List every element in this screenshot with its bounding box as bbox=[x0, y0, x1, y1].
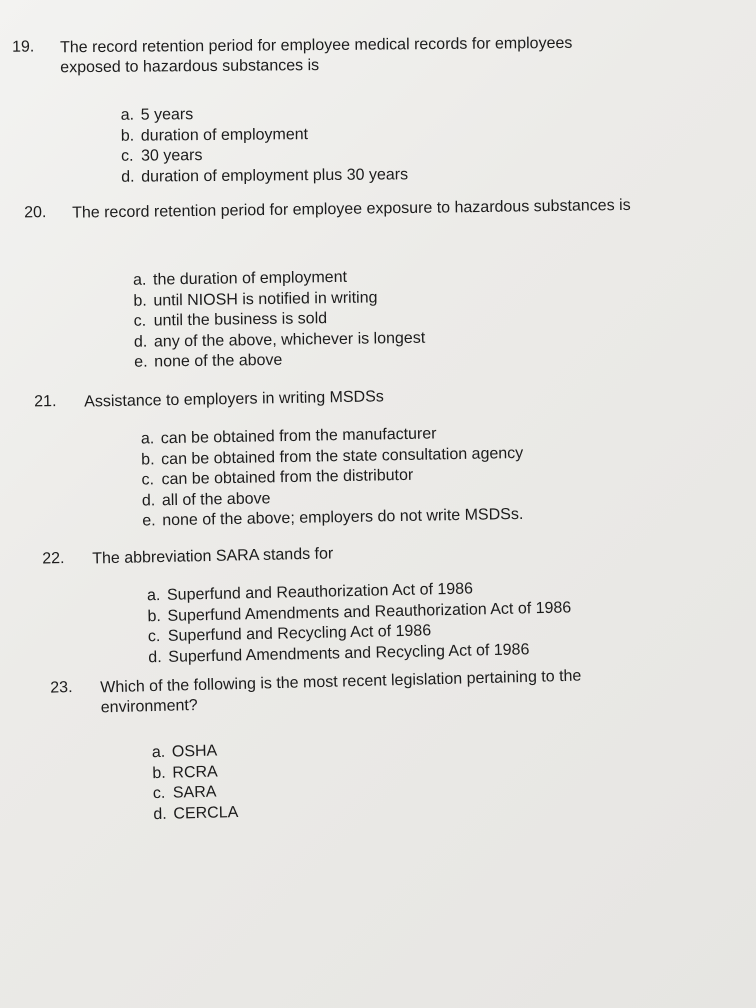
option-text: until the business is sold bbox=[153, 310, 328, 330]
option-text: duration of employment bbox=[140, 125, 309, 145]
option-text: until NIOSH is notified in writing bbox=[153, 288, 378, 310]
option-letter: b. bbox=[147, 607, 161, 625]
option-list bbox=[147, 577, 572, 668]
option-letter: b. bbox=[133, 292, 147, 310]
option-text: any of the above, whichever is longest bbox=[153, 329, 426, 351]
option-letter: c. bbox=[147, 628, 161, 646]
question-number: 21. bbox=[34, 393, 57, 411]
option-letter: c. bbox=[141, 471, 155, 489]
option-text: RCRA bbox=[172, 763, 218, 782]
option-letter: c. bbox=[133, 312, 147, 330]
option-letter: d. bbox=[153, 805, 167, 823]
option-a bbox=[152, 741, 237, 764]
option-b bbox=[152, 762, 237, 785]
option-letter: b. bbox=[120, 127, 135, 145]
option-letter: a. bbox=[132, 271, 147, 289]
question-21 bbox=[34, 383, 654, 530]
option-text: all of the above bbox=[161, 489, 271, 509]
option-text: SARA bbox=[172, 783, 217, 802]
option-e bbox=[134, 349, 426, 374]
option-letter: d. bbox=[133, 333, 148, 351]
option-text: can be obtained from the manufacturer bbox=[160, 425, 437, 448]
option-letter: e. bbox=[142, 512, 156, 530]
option-letter: a. bbox=[146, 587, 161, 605]
option-text: Superfund and Recycling Act of 1986 bbox=[167, 622, 432, 645]
option-text: the duration of employment bbox=[152, 268, 348, 289]
option-text: Superfund Amendments and Reauthorization Act of 1986 bbox=[167, 598, 572, 625]
option-letter: b. bbox=[141, 450, 155, 469]
option-text: OSHA bbox=[171, 742, 218, 761]
option-text: none of the above; employers do not write MSDSs. bbox=[162, 505, 524, 530]
question-text: The abbreviation SARA stands for bbox=[92, 545, 334, 568]
option-letter: c. bbox=[152, 784, 166, 803]
question-text: The record retention period for employee medical records for employees exposed to hazardous substances is bbox=[60, 34, 573, 77]
option-text: 30 years bbox=[140, 147, 203, 165]
option-text: none of the above bbox=[154, 351, 283, 371]
option-letter: e. bbox=[134, 353, 148, 371]
question-text: Which of the following is the most recent legislation pertaining to the environment? bbox=[100, 667, 582, 717]
question-number: 22. bbox=[42, 550, 65, 568]
option-text: can be obtained from the state consultation agency bbox=[161, 444, 524, 468]
option-letter: d. bbox=[141, 491, 156, 510]
option-b bbox=[121, 124, 408, 147]
option-letter: a. bbox=[120, 106, 135, 124]
question-23 bbox=[50, 664, 670, 823]
question-text: The record retention period for employee exposure to hazardous substances is bbox=[72, 196, 631, 222]
option-a bbox=[121, 103, 408, 126]
question-19 bbox=[12, 33, 632, 186]
option-letter: b. bbox=[152, 764, 166, 782]
option-list bbox=[152, 741, 239, 825]
option-d bbox=[134, 328, 426, 353]
option-text: Superfund Amendments and Recycling Act of 1986 bbox=[168, 640, 530, 666]
option-list bbox=[121, 103, 409, 187]
question-20 bbox=[24, 196, 644, 371]
option-text: can be obtained from the distributor bbox=[161, 466, 414, 489]
option-c bbox=[121, 144, 408, 167]
question-number: 19. bbox=[12, 38, 35, 56]
option-text: duration of employment plus 30 years bbox=[141, 165, 409, 186]
question-number: 20. bbox=[24, 204, 47, 222]
option-d bbox=[121, 165, 408, 188]
option-text: CERCLA bbox=[173, 803, 239, 823]
question-text: Assistance to employers in writing MSDSs bbox=[84, 388, 384, 411]
option-letter: c. bbox=[120, 147, 134, 165]
question-number: 23. bbox=[50, 679, 73, 697]
option-list bbox=[141, 423, 525, 532]
option-letter: a. bbox=[151, 743, 166, 762]
question-22 bbox=[42, 538, 662, 666]
option-letter: d. bbox=[148, 648, 162, 666]
option-text: 5 years bbox=[140, 106, 194, 124]
option-list bbox=[133, 267, 426, 374]
option-text: Superfund and Reauthorization Act of 1986 bbox=[166, 580, 474, 604]
option-d bbox=[153, 803, 238, 826]
option-letter: a. bbox=[140, 430, 155, 448]
option-c bbox=[153, 782, 238, 805]
option-letter: d. bbox=[121, 168, 135, 186]
